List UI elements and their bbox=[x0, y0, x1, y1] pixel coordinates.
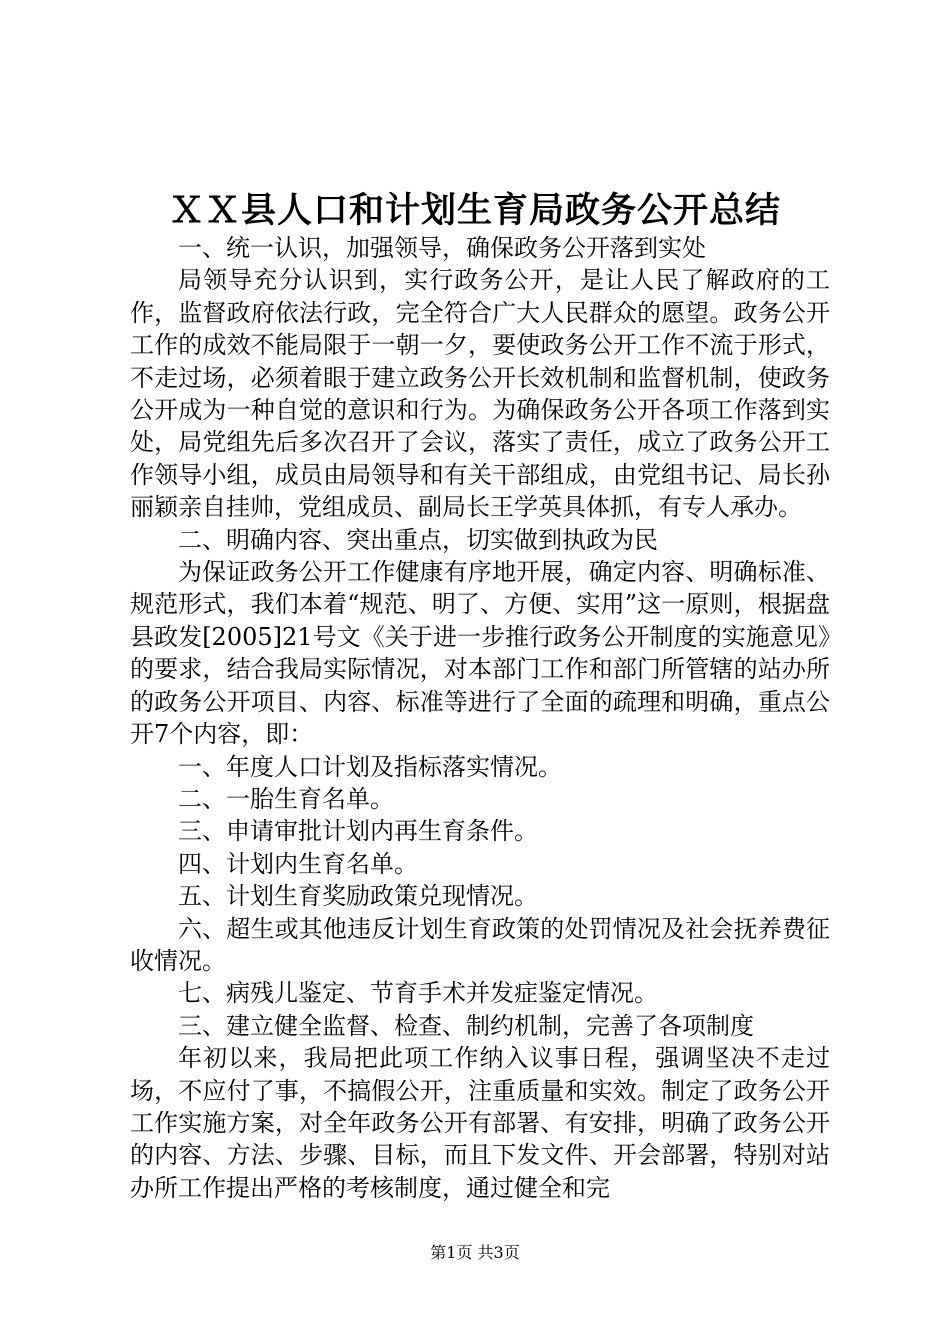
body-paragraph: 为保证政务公开工作健康有序地开展，确定内容、明确标准、规范形式，我们本着“规范、明了、方便、实用”这一原则，根据盘县政发[2005]21号文《关于进一步推行政务公开制度的实施意见》的要求，结合我局实际情况，对本部门工作和部门所管辖的站办所的政务公开项目、内容、标准等进行了全面的疏理和明确，重点公开7个内容，即： bbox=[130, 558, 830, 749]
list-item: 一、年度人口计划及指标落实情况。 bbox=[178, 752, 562, 781]
section-heading-2: 二、明确内容、突出重点，切实做到执政为民 bbox=[178, 525, 658, 554]
document-body bbox=[130, 232, 830, 1204]
list-item: 七、病残儿鉴定、节育手术并发症鉴定情况。 bbox=[178, 979, 658, 1008]
body-paragraph: 局领导充分认识到，实行政务公开，是让人民了解政府的工作，监督政府依法行政，完全符合广大人民群众的愿望。政务公开工作的成效不能局限于一朝一夕，要使政务公开工作不流于形式，不走过场，必须着眼于建立政务公开长效机制和监督机制，使政务公开成为一种自觉的意识和行为。为确保政务公开各项工作落到实处，局党组先后多次召开了会议，落实了责任，成立了政务公开工作领导小组，成员由局领导和有关干部组成，由党组书记、局长孙丽颖亲自挂帅，党组成员、副局长王学英具体抓，有专人承办。 bbox=[130, 266, 830, 522]
list-item: 三、申请审批计划内再生育条件。 bbox=[178, 817, 538, 846]
list-item: 五、计划生育奖励政策兑现情况。 bbox=[178, 882, 538, 911]
list-item: 二、一胎生育名单。 bbox=[178, 784, 394, 813]
document-title: ＸＸ县人口和计划生育局政务公开总结 bbox=[168, 190, 781, 231]
body-paragraph: 年初以来，我局把此项工作纳入议事日程，强调坚决不走过场，不应付了事，不搞假公开，注重质量和实效。制定了政务公开工作实施方案，对全年政务公开有部署、有安排，明确了政务公开的内容、方法、步骤、目标，而且下发文件、开会部署，特别对站办所工作提出严格的考核制度，通过健全和完 bbox=[130, 1044, 830, 1202]
section-heading-3: 三、建立健全监督、检查、制约机制，完善了各项制度 bbox=[178, 1011, 754, 1040]
section-heading-1: 一、统一认识，加强领导，确保政务公开落到实处 bbox=[178, 234, 706, 262]
list-item: 四、计划内生育名单。 bbox=[178, 849, 418, 878]
page-footer: 第1页 共3页 bbox=[430, 1243, 520, 1262]
list-item: 六、超生或其他违反计划生育政策的处罚情况及社会抚养费征收情况。 bbox=[130, 914, 830, 975]
